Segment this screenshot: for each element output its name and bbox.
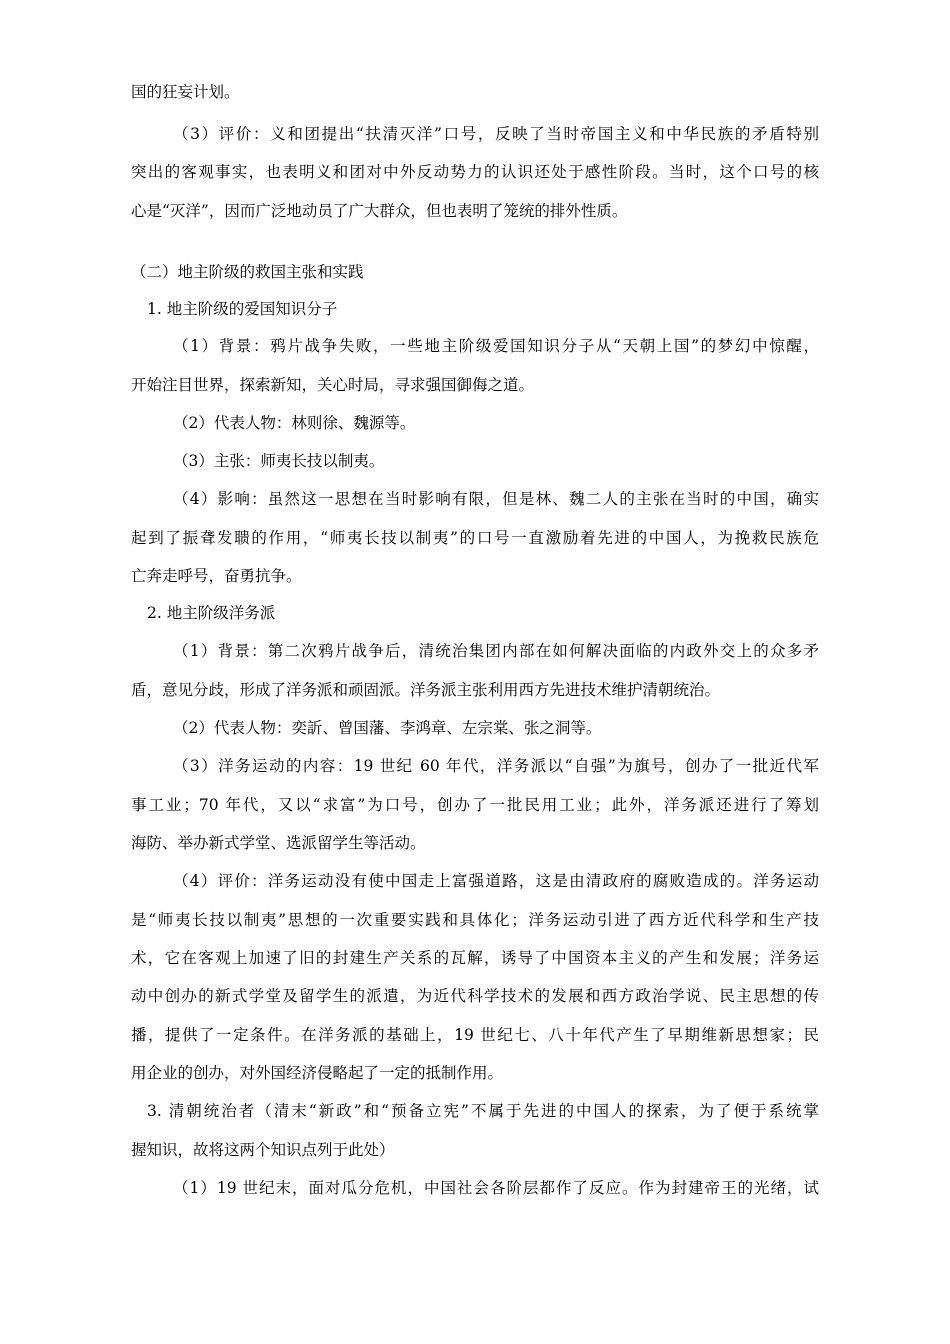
subsection-heading: 1. 地主阶级的爱国知识分子: [147, 300, 338, 318]
text-line: （4）评价：洋务运动没有使中国走上富强道路，这是由清政府的腐败造成的。洋务运动: [173, 872, 819, 890]
text-line: 国的狂妄计划。: [131, 83, 240, 101]
text-line: （2）代表人物：林则徐、魏源等。: [173, 414, 416, 432]
text-line: 亡奔走呼号，奋勇抗争。: [131, 567, 302, 585]
text-line: （4）影响：虽然这一思想在当时影响有限，但是林、魏二人的主张在当时的中国，确实: [173, 490, 819, 508]
text-line: （1）背景：第二次鸦片战争后，清统治集团内部在如何解决面临的内政外交上的众多矛: [173, 642, 819, 660]
subsection-heading: 3. 清朝统治者（清末“新政”和“预备立宪”不属于先进的中国人的探索，为了便于系统掌: [147, 1102, 819, 1120]
text-line: （1）19 世纪末，面对瓜分危机，中国社会各阶层都作了反应。作为封建帝王的光绪，试: [173, 1179, 819, 1197]
text-line: 事工业；70 年代，又以“求富”为口号，创办了一批民用工业；此外，洋务派还进行了筹划: [131, 796, 819, 814]
text-line: （3）主张：师夷长技以制夷。: [173, 452, 385, 470]
text-line: 突出的客观事实，也表明义和团对中外反动势力的认识还处于感性阶段。当时，这个口号的核: [131, 163, 819, 181]
text-line: 盾，意见分歧，形成了洋务派和顽固派。洋务派主张利用西方先进技术维护清朝统治。: [131, 681, 721, 699]
text-line: 用企业的创办，对外国经济侵略起了一定的抵制作用。: [131, 1064, 504, 1082]
text-line: 起到了振聋发聩的作用，“师夷长技以制夷”的口号一直激励着先进的中国人，为挽救民族危: [131, 529, 819, 547]
text-line: 动中创办的新式学堂及留学生的派遣，为近代科学技术的发展和西方政治学说、民主思想的传: [131, 987, 819, 1005]
text-line: 是“师夷长技以制夷”思想的一次重要实践和具体化；洋务运动引进了西方近代科学和生产技: [131, 911, 819, 929]
text-line: 海防、举办新式学堂、选派留学生等活动。: [131, 834, 426, 852]
section-heading: （二）地主阶级的救国主张和实践: [131, 263, 364, 281]
text-line: 术，它在客观上加速了旧的封建生产关系的瓦解，诱导了中国资本主义的产生和发展；洋务运: [131, 949, 819, 967]
text-line: （3）洋务运动的内容：19 世纪 60 年代，洋务派以“自强”为旗号，创办了一批近代军: [173, 757, 819, 775]
text-line: （2）代表人物：奕訢、曾国藩、李鸿章、左宗棠、张之洞等。: [173, 719, 602, 737]
text-line: 开始注目世界，探索新知，关心时局，寻求强国御侮之道。: [131, 376, 535, 394]
text-line: （3）评价：义和团提出“扶清灭洋”口号，反映了当时帝国主义和中华民族的矛盾特别: [173, 125, 819, 143]
text-line: 心是“灭洋”，因而广泛地动员了广大群众，但也表明了笼统的排外性质。: [131, 202, 628, 220]
subsection-heading: 2. 地主阶级洋务派: [147, 604, 276, 622]
text-line: 握知识，故将这两个知识点列于此处）: [131, 1141, 395, 1159]
text-line: 播，提供了一定条件。在洋务派的基础上，19 世纪七、八十年代产生了早期维新思想家；民: [131, 1026, 819, 1044]
text-line: （1）背景：鸦片战争失败，一些地主阶级爱国知识分子从“天朝上国”的梦幻中惊醒，: [173, 337, 819, 355]
